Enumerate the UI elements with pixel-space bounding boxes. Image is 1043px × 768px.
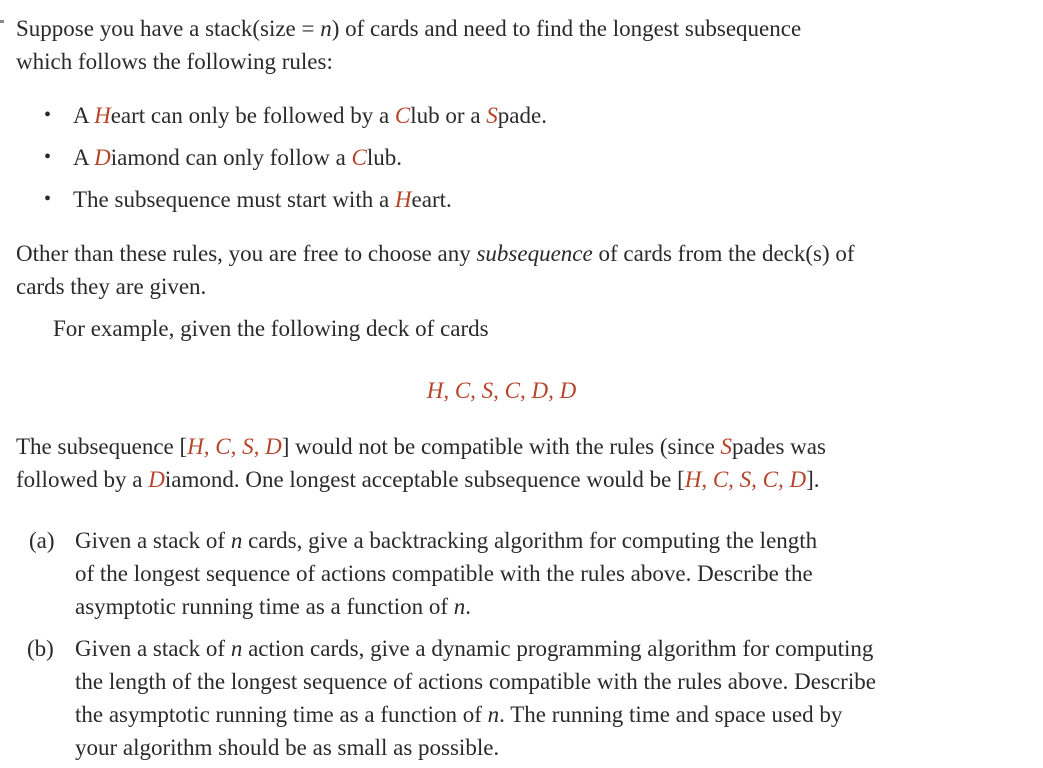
part-a-label: (a) — [29, 528, 55, 553]
rule-text: pade. — [497, 103, 547, 128]
rule-text: A — [73, 145, 95, 170]
bad-subsequence: H, C, S, D — [187, 434, 282, 459]
intro-text-b: ) of cards and need to find the longest subsequence — [331, 16, 802, 41]
other-line-2: cards they are given. — [16, 274, 207, 299]
part-text: of the longest sequence of actions compatible with the rules above. Describe the — [75, 561, 813, 586]
part-text: the asymptotic running time as a function of — [75, 702, 488, 727]
explain-line-2 — [16, 463, 820, 496]
suit-s: S — [486, 103, 498, 128]
part-text: Given a stack of — [75, 636, 231, 661]
rule-text: eart. — [411, 187, 452, 212]
suit-h: H — [94, 103, 111, 128]
suit-s: S — [720, 434, 733, 459]
part-text: the length of the longest sequence of actions compatible with the rules above. Describe — [75, 669, 876, 694]
suit-h: H — [394, 187, 412, 212]
intro-line-2: which follows the following rules: — [16, 49, 333, 74]
part-b-line-3 — [75, 698, 842, 731]
intro-text-a: Suppose you have a stack(size = — [16, 16, 321, 41]
explain-text: iamond. One longest acceptable subsequence would be [ — [164, 467, 685, 492]
rule-text: The subsequence must start with a — [73, 187, 395, 212]
bullet-3: • — [44, 188, 52, 210]
other-line-1 — [16, 237, 855, 270]
explain-text: The subsequence [ — [16, 434, 188, 459]
part-a-line-2 — [75, 557, 813, 590]
suit-c: C — [351, 145, 367, 170]
page-edge-mark — [0, 20, 4, 23]
explain-text: ] would not be compatible with the rules (since — [281, 434, 721, 459]
math-n: n — [230, 528, 243, 553]
rule-text: lub. — [366, 145, 403, 170]
part-a-line-1 — [75, 524, 817, 557]
other-text-a: Other than these rules, you are free to choose any — [16, 241, 477, 266]
rule-text: A — [73, 103, 95, 128]
part-b-line-2 — [75, 665, 876, 698]
math-n: n — [320, 16, 332, 41]
example-intro: For example, given the following deck of cards — [53, 316, 489, 341]
part-b-line-4 — [75, 731, 499, 764]
part-text: your algorithm should be as small as possible. — [75, 735, 500, 760]
other-text-b: of cards from the deck(s) of — [592, 241, 855, 266]
part-b-line-1 — [75, 632, 873, 665]
suit-d: D — [94, 145, 111, 170]
explain-text: ]. — [806, 467, 820, 492]
math-n: n — [230, 636, 243, 661]
explain-text: followed by a — [16, 467, 149, 492]
rule-diamond — [73, 141, 402, 174]
bullet-1: • — [44, 104, 52, 126]
emphasis-subsequence: subsequence — [476, 241, 593, 266]
suit-c: C — [394, 103, 411, 128]
explain-text: pades was — [732, 434, 826, 459]
part-text: asymptotic running time as a function of — [75, 594, 454, 619]
part-text: . The running time and space used by — [499, 702, 843, 727]
good-subsequence: H, C, S, C, D — [684, 467, 807, 492]
part-b-label: (b) — [27, 636, 54, 661]
rule-heart — [73, 99, 547, 132]
rule-text: eart can only be followed by a — [110, 103, 395, 128]
part-text: Given a stack of — [75, 528, 231, 553]
intro-line-1 — [16, 12, 801, 45]
rule-text: lub or a — [410, 103, 487, 128]
part-text: action cards, give a dynamic programming algorithm for computing — [242, 636, 874, 661]
rule-start — [73, 183, 452, 216]
part-a-line-3 — [75, 590, 471, 623]
math-n: n — [453, 594, 466, 619]
explain-line-1 — [16, 430, 826, 463]
bullet-2: • — [44, 146, 52, 168]
deck-sequence: H, C, S, C, D, D — [426, 378, 577, 403]
part-text: cards, give a backtracking algorithm for computing the length — [242, 528, 818, 553]
math-n: n — [487, 702, 500, 727]
suit-d: D — [148, 467, 165, 492]
rule-text: iamond can only follow a — [110, 145, 352, 170]
part-text: . — [465, 594, 472, 619]
